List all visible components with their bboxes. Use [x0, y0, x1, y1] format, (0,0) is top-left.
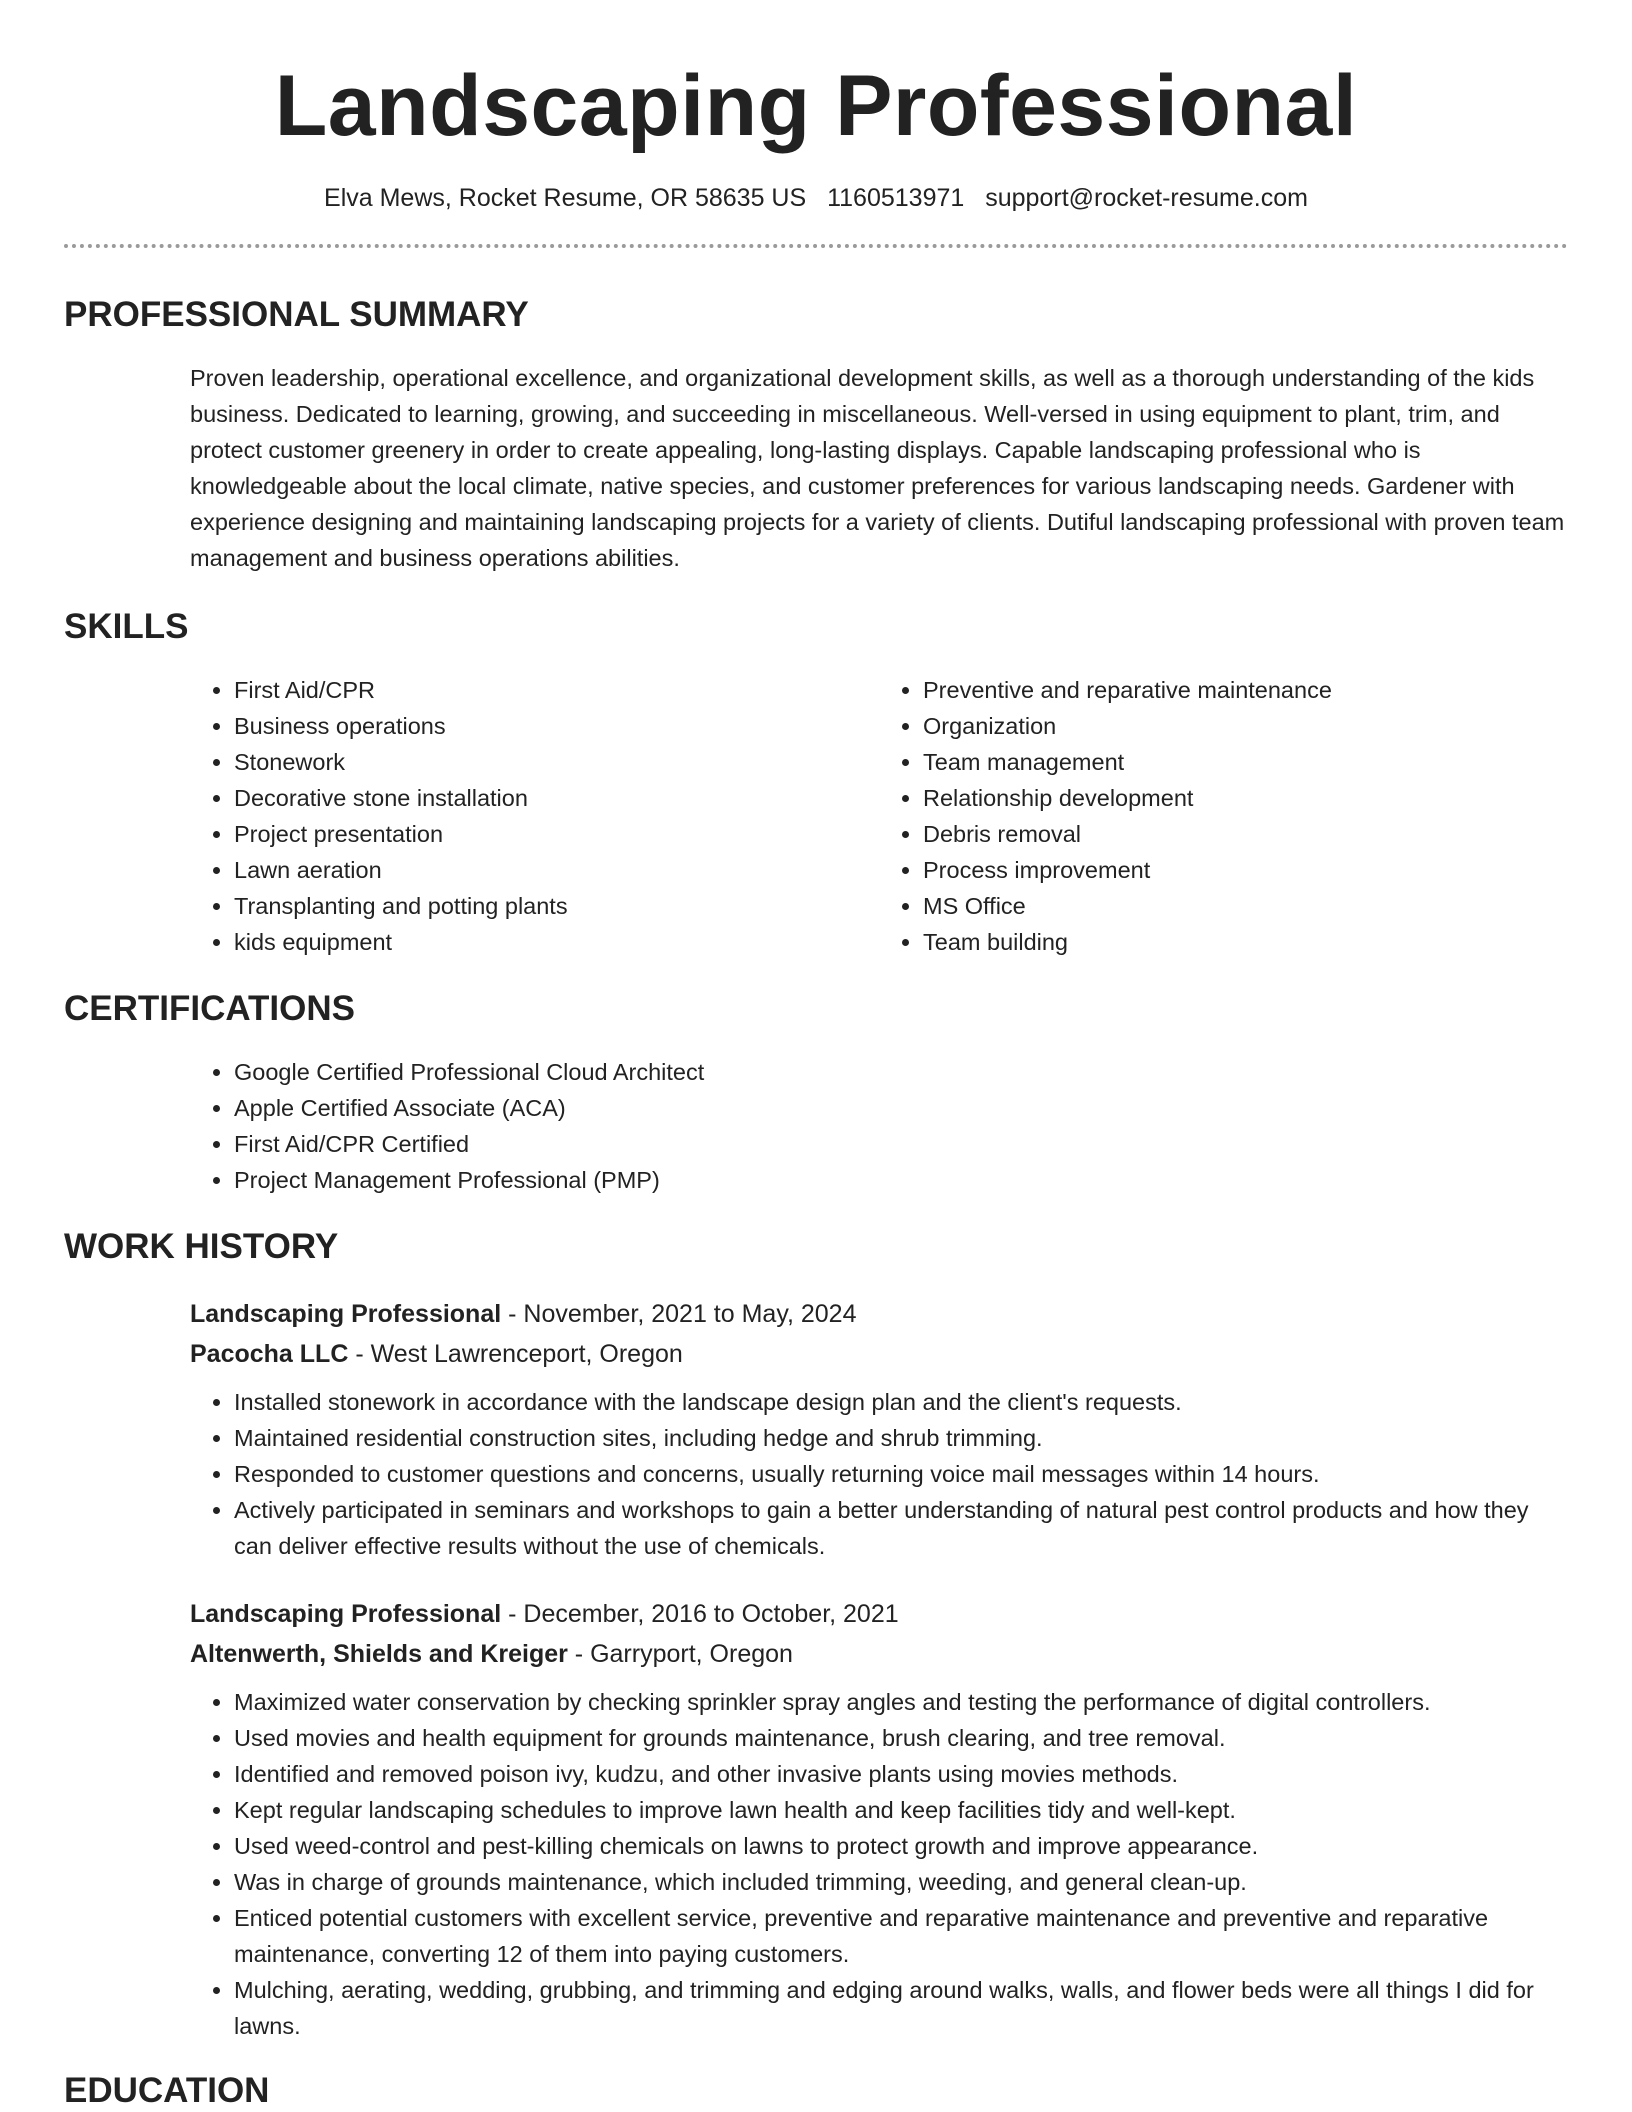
skill-item: • Organization: [923, 708, 1568, 744]
job-duty: • Maximized water conservation by checking sprinkler spray angles and testing the performance of digital controllers.: [234, 1684, 1568, 1720]
contact-phone: 1160513971: [827, 184, 965, 212]
work-history-heading: WORK HISTORY: [64, 1227, 339, 1266]
certifications-list: [190, 1054, 1568, 1198]
skill-item: • Transplanting and potting plants: [234, 888, 879, 924]
skill-item: • Team building: [923, 924, 1568, 960]
summary-heading: PROFESSIONAL SUMMARY: [64, 295, 529, 334]
certification-item: • First Aid/CPR Certified: [234, 1126, 1568, 1162]
job-company: Altenwerth, Shields and Kreiger: [190, 1640, 568, 1668]
certification-item: • Project Management Professional (PMP): [234, 1162, 1568, 1198]
skill-item: • Debris removal: [923, 816, 1568, 852]
job-company-line: [190, 1634, 1568, 1674]
job-company: Pacocha LLC: [190, 1340, 349, 1368]
job-duty: • Kept regular landscaping schedules to improve lawn health and keep facilities tidy and well-kept.: [234, 1792, 1568, 1828]
job-duties-list: [190, 1684, 1568, 2044]
job-duty: • Responded to customer questions and concerns, usually returning voice mail messages within 14 hours.: [234, 1456, 1568, 1492]
job-duty: • Maintained residential construction sites, including hedge and shrub trimming.: [234, 1420, 1568, 1456]
certification-item: • Apple Certified Associate (ACA): [234, 1090, 1568, 1126]
skill-item: • MS Office: [923, 888, 1568, 924]
skill-item: • First Aid/CPR: [234, 672, 879, 708]
job-location: - Garryport, Oregon: [567, 1640, 793, 1668]
skill-item: • Business operations: [234, 708, 879, 744]
job-duty: • Used movies and health equipment for grounds maintenance, brush clearing, and tree removal.: [234, 1720, 1568, 1756]
contact-email: support@rocket-resume.com: [985, 184, 1308, 212]
header-divider: [64, 244, 1568, 248]
resume-title: Landscaping Professional: [274, 58, 1358, 154]
job-duty: • Identified and removed poison ivy, kudzu, and other invasive plants using movies methods.: [234, 1756, 1568, 1792]
skill-item: • Lawn aeration: [234, 852, 879, 888]
job-duties-list: [190, 1384, 1568, 1564]
summary-text: Proven leadership, operational excellence, and organizational development skills, as well as a thorough understanding of the kids business. Dedicated to learning, growing, and succeeding in miscellaneous. Well-versed in using equipment to plant, trim, and protect customer greenery in order to create appealing, long-lasting displays. Capable landscaping professional who is knowledgeable about the local climate, native species, and customer preferences for various landscaping needs. Gardener with experience designing and maintaining landscaping projects for a variety of clients. Dutiful landscaping professional with proven team management and business operations abilities.: [190, 365, 1565, 571]
certification-item: • Google Certified Professional Cloud Architect: [234, 1054, 1568, 1090]
job-title-line: [190, 1294, 1568, 1334]
skill-item: • Stonework: [234, 744, 879, 780]
job-duty: • Enticed potential customers with excellent service, preventive and reparative maintenance and preventive and reparative maintenance, converting 12 of them into paying customers.: [234, 1900, 1568, 1972]
contact-line: [64, 182, 1568, 214]
certifications-heading: CERTIFICATIONS: [64, 989, 356, 1028]
skill-item: • Decorative stone installation: [234, 780, 879, 816]
education-heading: EDUCATION: [64, 2071, 270, 2110]
job-title-line: [190, 1594, 1568, 1634]
skill-item: • kids equipment: [234, 924, 879, 960]
job-dates: - December, 2016 to October, 2021: [501, 1600, 899, 1628]
resume-page: [64, 0, 1568, 2112]
job-duty: • Used weed-control and pest-killing chemicals on lawns to protect growth and improve appearance.: [234, 1828, 1568, 1864]
job-dates: - November, 2021 to May, 2024: [501, 1300, 857, 1328]
skill-item: • Team management: [923, 744, 1568, 780]
job-company-line: [190, 1334, 1568, 1374]
skills-heading: SKILLS: [64, 607, 189, 646]
skill-item: • Relationship development: [923, 780, 1568, 816]
job-duty: • Actively participated in seminars and workshops to gain a better understanding of natural pest control products and how they can deliver effective results without the use of chemicals.: [234, 1492, 1568, 1564]
job-entry: [190, 1594, 1568, 2044]
skills-right-column: [879, 672, 1568, 960]
job-duty: • Mulching, aerating, wedding, grubbing, and trimming and edging around walks, walls, and flower beds were all things I did for lawns.: [234, 1972, 1568, 2044]
skills-grid: [190, 672, 1568, 960]
job-location: - West Lawrenceport, Oregon: [348, 1340, 683, 1368]
skill-item: • Preventive and reparative maintenance: [923, 672, 1568, 708]
job-duty: • Installed stonework in accordance with the landscape design plan and the client's requests.: [234, 1384, 1568, 1420]
contact-address: Elva Mews, Rocket Resume, OR 58635 US: [324, 184, 807, 212]
job-entry: [190, 1294, 1568, 1564]
skill-item: • Process improvement: [923, 852, 1568, 888]
skills-left-column: [190, 672, 879, 960]
job-title: Landscaping Professional: [190, 1600, 502, 1628]
job-title: Landscaping Professional: [190, 1300, 502, 1328]
job-duty: • Was in charge of grounds maintenance, which included trimming, weeding, and general clean-up.: [234, 1864, 1568, 1900]
skill-item: • Project presentation: [234, 816, 879, 852]
